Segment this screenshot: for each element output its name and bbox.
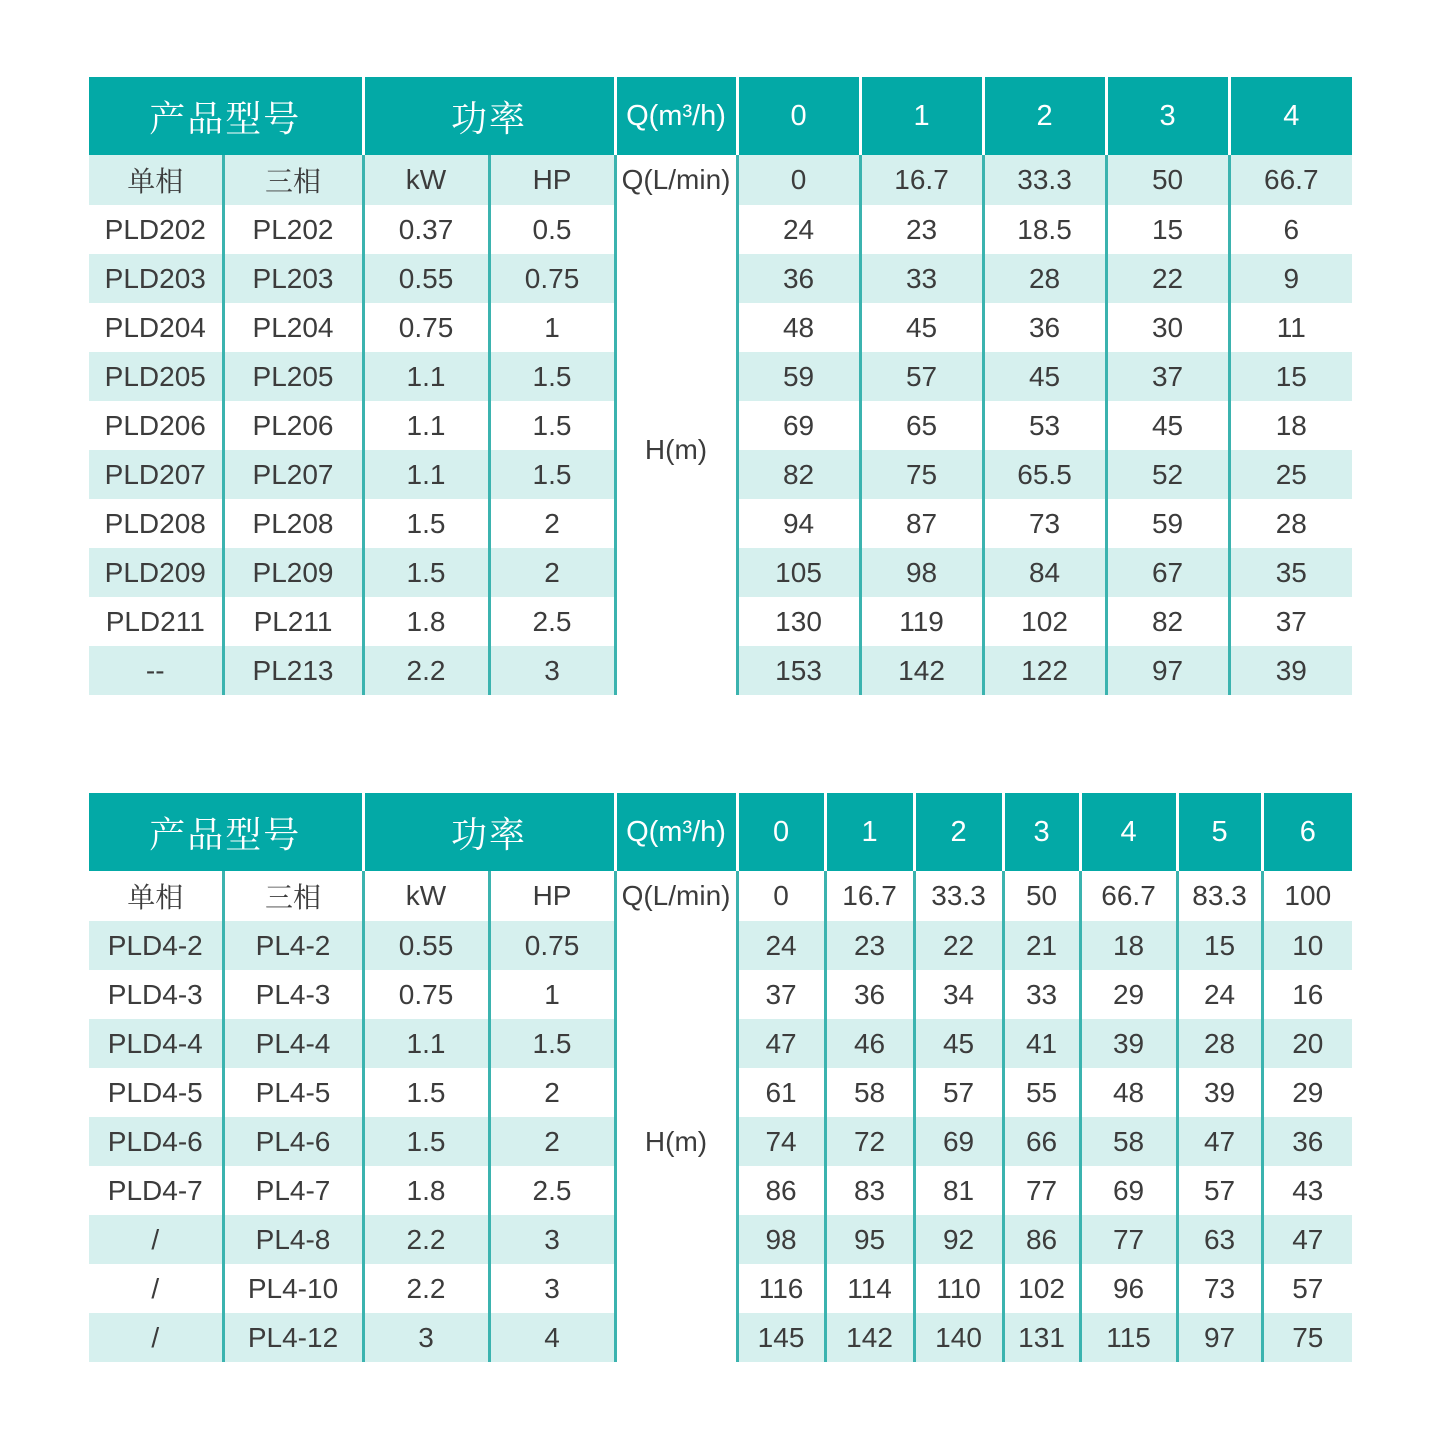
head-value: 28 (983, 254, 1106, 303)
table-subheader-row (89, 871, 1352, 921)
power-hp: 4 (489, 1313, 615, 1362)
three-phase-model: PL208 (223, 499, 363, 548)
head-value: 15 (1229, 352, 1352, 401)
subheader-q-value: 100 (1262, 871, 1352, 921)
head-value: 48 (737, 303, 860, 352)
power-hp: 1.5 (489, 352, 615, 401)
head-value: 72 (825, 1117, 914, 1166)
single-phase-model: PLD4-4 (89, 1019, 223, 1068)
head-value: 15 (1177, 921, 1262, 970)
head-value: 116 (737, 1264, 825, 1313)
header-q-value: 2 (983, 77, 1106, 155)
three-phase-model: PL4-4 (223, 1019, 363, 1068)
subheader-q-value: 66.7 (1229, 155, 1352, 205)
subheader-q-value: 50 (1106, 155, 1229, 205)
subheader-hp: HP (489, 871, 615, 921)
single-phase-model: PLD204 (89, 303, 223, 352)
head-value: 34 (914, 970, 1003, 1019)
head-value: 57 (1177, 1166, 1262, 1215)
power-hp: 2 (489, 1117, 615, 1166)
power-kw: 0.75 (363, 303, 489, 352)
single-phase-model: / (89, 1215, 223, 1264)
subheader-q-value: 50 (1003, 871, 1080, 921)
head-value: 11 (1229, 303, 1352, 352)
three-phase-model: PL4-12 (223, 1313, 363, 1362)
head-value: 20 (1262, 1019, 1352, 1068)
head-value: 122 (983, 646, 1106, 695)
three-phase-model: PL4-6 (223, 1117, 363, 1166)
header-model: 产品型号 (89, 793, 363, 871)
head-value: 110 (914, 1264, 1003, 1313)
head-value: 29 (1080, 970, 1177, 1019)
power-hp: 2.5 (489, 1166, 615, 1215)
head-value: 66 (1003, 1117, 1080, 1166)
subheader-q-unit: Q(L/min) (615, 155, 737, 205)
power-hp: 0.75 (489, 254, 615, 303)
header-q-value: 1 (860, 77, 983, 155)
power-kw: 1.5 (363, 1068, 489, 1117)
head-value: 58 (825, 1068, 914, 1117)
head-value: 92 (914, 1215, 1003, 1264)
head-value: 75 (1262, 1313, 1352, 1362)
head-value: 95 (825, 1215, 914, 1264)
subheader-kw: kW (363, 871, 489, 921)
power-kw: 0.55 (363, 254, 489, 303)
head-value: 18 (1080, 921, 1177, 970)
head-value: 22 (1106, 254, 1229, 303)
head-value: 36 (825, 970, 914, 1019)
power-kw: 1.5 (363, 499, 489, 548)
power-kw: 1.1 (363, 401, 489, 450)
head-value: 102 (1003, 1264, 1080, 1313)
single-phase-model: PLD4-2 (89, 921, 223, 970)
single-phase-model: PLD4-3 (89, 970, 223, 1019)
power-kw: 0.55 (363, 921, 489, 970)
power-hp: 1 (489, 970, 615, 1019)
head-value: 37 (737, 970, 825, 1019)
power-hp: 0.75 (489, 921, 615, 970)
head-value: 39 (1229, 646, 1352, 695)
power-hp: 2.5 (489, 597, 615, 646)
power-kw: 0.37 (363, 205, 489, 254)
head-value: 57 (860, 352, 983, 401)
head-value: 98 (737, 1215, 825, 1264)
head-value: 6 (1229, 205, 1352, 254)
head-value: 142 (860, 646, 983, 695)
head-value: 43 (1262, 1166, 1352, 1215)
head-value: 39 (1177, 1068, 1262, 1117)
head-value: 48 (1080, 1068, 1177, 1117)
head-value: 37 (1106, 352, 1229, 401)
head-label: H(m) (615, 205, 737, 695)
power-hp: 3 (489, 1264, 615, 1313)
subheader-q-value: 16.7 (825, 871, 914, 921)
head-value: 33 (1003, 970, 1080, 1019)
power-hp: 3 (489, 646, 615, 695)
subheader-q-value: 33.3 (983, 155, 1106, 205)
head-value: 73 (983, 499, 1106, 548)
head-value: 114 (825, 1264, 914, 1313)
head-value: 45 (914, 1019, 1003, 1068)
head-value: 47 (1262, 1215, 1352, 1264)
table-row (89, 205, 1352, 254)
head-value: 63 (1177, 1215, 1262, 1264)
power-hp: 3 (489, 1215, 615, 1264)
single-phase-model: -- (89, 646, 223, 695)
table-header-row (89, 793, 1352, 871)
three-phase-model: PL205 (223, 352, 363, 401)
subheader-single-phase: 单相 (89, 871, 223, 921)
head-value: 47 (737, 1019, 825, 1068)
head-value: 36 (983, 303, 1106, 352)
head-value: 45 (860, 303, 983, 352)
head-value: 75 (860, 450, 983, 499)
single-phase-model: PLD207 (89, 450, 223, 499)
power-hp: 1.5 (489, 401, 615, 450)
header-q-unit: Q(m³/h) (615, 793, 737, 871)
head-value: 28 (1177, 1019, 1262, 1068)
single-phase-model: / (89, 1313, 223, 1362)
head-value: 30 (1106, 303, 1229, 352)
head-value: 24 (1177, 970, 1262, 1019)
subheader-q-value: 66.7 (1080, 871, 1177, 921)
header-q-value: 6 (1262, 793, 1352, 871)
three-phase-model: PL4-2 (223, 921, 363, 970)
head-value: 55 (1003, 1068, 1080, 1117)
head-value: 69 (914, 1117, 1003, 1166)
head-value: 94 (737, 499, 860, 548)
head-value: 18.5 (983, 205, 1106, 254)
header-q-unit: Q(m³/h) (615, 77, 737, 155)
head-value: 35 (1229, 548, 1352, 597)
power-kw: 2.2 (363, 1264, 489, 1313)
power-hp: 2 (489, 499, 615, 548)
head-value: 37 (1229, 597, 1352, 646)
head-value: 9 (1229, 254, 1352, 303)
three-phase-model: PL4-8 (223, 1215, 363, 1264)
head-value: 16 (1262, 970, 1352, 1019)
head-value: 57 (914, 1068, 1003, 1117)
subheader-q-value: 16.7 (860, 155, 983, 205)
head-value: 77 (1080, 1215, 1177, 1264)
subheader-single-phase: 单相 (89, 155, 223, 205)
subheader-kw: kW (363, 155, 489, 205)
head-value: 130 (737, 597, 860, 646)
head-value: 86 (737, 1166, 825, 1215)
header-q-value: 3 (1003, 793, 1080, 871)
header-q-value: 0 (737, 77, 860, 155)
subheader-three-phase: 三相 (223, 155, 363, 205)
head-value: 97 (1106, 646, 1229, 695)
power-kw: 1.8 (363, 1166, 489, 1215)
single-phase-model: PLD205 (89, 352, 223, 401)
power-kw: 1.1 (363, 450, 489, 499)
header-power: 功率 (363, 77, 615, 155)
three-phase-model: PL202 (223, 205, 363, 254)
head-value: 131 (1003, 1313, 1080, 1362)
head-value: 81 (914, 1166, 1003, 1215)
head-value: 36 (737, 254, 860, 303)
single-phase-model: PLD202 (89, 205, 223, 254)
power-kw: 2.2 (363, 1215, 489, 1264)
head-value: 10 (1262, 921, 1352, 970)
head-label: H(m) (615, 921, 737, 1362)
head-value: 24 (737, 205, 860, 254)
three-phase-model: PL4-7 (223, 1166, 363, 1215)
power-kw: 1.5 (363, 548, 489, 597)
head-value: 18 (1229, 401, 1352, 450)
head-value: 69 (737, 401, 860, 450)
single-phase-model: PLD4-7 (89, 1166, 223, 1215)
three-phase-model: PL203 (223, 254, 363, 303)
power-kw: 2.2 (363, 646, 489, 695)
head-value: 52 (1106, 450, 1229, 499)
head-value: 102 (983, 597, 1106, 646)
head-value: 36 (1262, 1117, 1352, 1166)
head-value: 77 (1003, 1166, 1080, 1215)
head-value: 119 (860, 597, 983, 646)
subheader-q-unit: Q(L/min) (615, 871, 737, 921)
header-q-value: 5 (1177, 793, 1262, 871)
subheader-hp: HP (489, 155, 615, 205)
head-value: 82 (1106, 597, 1229, 646)
head-value: 46 (825, 1019, 914, 1068)
single-phase-model: PLD4-5 (89, 1068, 223, 1117)
head-value: 153 (737, 646, 860, 695)
head-value: 61 (737, 1068, 825, 1117)
header-q-value: 1 (825, 793, 914, 871)
head-value: 59 (1106, 499, 1229, 548)
head-value: 33 (860, 254, 983, 303)
head-value: 65 (860, 401, 983, 450)
table-header-row (89, 77, 1352, 155)
subheader-q-value: 0 (737, 871, 825, 921)
subheader-q-value: 33.3 (914, 871, 1003, 921)
head-value: 29 (1262, 1068, 1352, 1117)
power-hp: 0.5 (489, 205, 615, 254)
three-phase-model: PL206 (223, 401, 363, 450)
single-phase-model: PLD4-6 (89, 1117, 223, 1166)
head-value: 28 (1229, 499, 1352, 548)
header-q-value: 2 (914, 793, 1003, 871)
spec-table-1 (89, 77, 1352, 695)
single-phase-model: PLD203 (89, 254, 223, 303)
power-kw: 3 (363, 1313, 489, 1362)
spec-table-2 (89, 793, 1352, 1362)
head-value: 98 (860, 548, 983, 597)
head-value: 57 (1262, 1264, 1352, 1313)
header-model: 产品型号 (89, 77, 363, 155)
head-value: 69 (1080, 1166, 1177, 1215)
single-phase-model: PLD206 (89, 401, 223, 450)
head-value: 65.5 (983, 450, 1106, 499)
header-q-value: 4 (1080, 793, 1177, 871)
power-kw: 1.1 (363, 352, 489, 401)
head-value: 59 (737, 352, 860, 401)
power-kw: 1.1 (363, 1019, 489, 1068)
three-phase-model: PL4-5 (223, 1068, 363, 1117)
head-value: 87 (860, 499, 983, 548)
head-value: 25 (1229, 450, 1352, 499)
power-hp: 1.5 (489, 1019, 615, 1068)
head-value: 84 (983, 548, 1106, 597)
head-value: 24 (737, 921, 825, 970)
head-value: 45 (983, 352, 1106, 401)
three-phase-model: PL4-3 (223, 970, 363, 1019)
header-power: 功率 (363, 793, 615, 871)
head-value: 86 (1003, 1215, 1080, 1264)
three-phase-model: PL213 (223, 646, 363, 695)
head-value: 45 (1106, 401, 1229, 450)
head-value: 39 (1080, 1019, 1177, 1068)
head-value: 15 (1106, 205, 1229, 254)
head-value: 105 (737, 548, 860, 597)
head-value: 22 (914, 921, 1003, 970)
subheader-three-phase: 三相 (223, 871, 363, 921)
head-value: 21 (1003, 921, 1080, 970)
head-value: 41 (1003, 1019, 1080, 1068)
header-q-value: 3 (1106, 77, 1229, 155)
head-value: 96 (1080, 1264, 1177, 1313)
power-hp: 1.5 (489, 450, 615, 499)
head-value: 142 (825, 1313, 914, 1362)
subheader-q-value: 0 (737, 155, 860, 205)
head-value: 47 (1177, 1117, 1262, 1166)
header-q-value: 0 (737, 793, 825, 871)
head-value: 58 (1080, 1117, 1177, 1166)
power-kw: 1.5 (363, 1117, 489, 1166)
header-q-value: 4 (1229, 77, 1352, 155)
subheader-q-value: 83.3 (1177, 871, 1262, 921)
head-value: 115 (1080, 1313, 1177, 1362)
head-value: 140 (914, 1313, 1003, 1362)
three-phase-model: PL204 (223, 303, 363, 352)
single-phase-model: PLD211 (89, 597, 223, 646)
single-phase-model: / (89, 1264, 223, 1313)
power-hp: 1 (489, 303, 615, 352)
head-value: 23 (825, 921, 914, 970)
three-phase-model: PL211 (223, 597, 363, 646)
head-value: 97 (1177, 1313, 1262, 1362)
head-value: 82 (737, 450, 860, 499)
head-value: 23 (860, 205, 983, 254)
single-phase-model: PLD208 (89, 499, 223, 548)
table-row (89, 921, 1352, 970)
head-value: 83 (825, 1166, 914, 1215)
head-value: 53 (983, 401, 1106, 450)
power-kw: 0.75 (363, 970, 489, 1019)
head-value: 145 (737, 1313, 825, 1362)
table-subheader-row (89, 155, 1352, 205)
power-hp: 2 (489, 548, 615, 597)
three-phase-model: PL209 (223, 548, 363, 597)
head-value: 73 (1177, 1264, 1262, 1313)
power-kw: 1.8 (363, 597, 489, 646)
three-phase-model: PL4-10 (223, 1264, 363, 1313)
power-hp: 2 (489, 1068, 615, 1117)
head-value: 67 (1106, 548, 1229, 597)
single-phase-model: PLD209 (89, 548, 223, 597)
three-phase-model: PL207 (223, 450, 363, 499)
head-value: 74 (737, 1117, 825, 1166)
